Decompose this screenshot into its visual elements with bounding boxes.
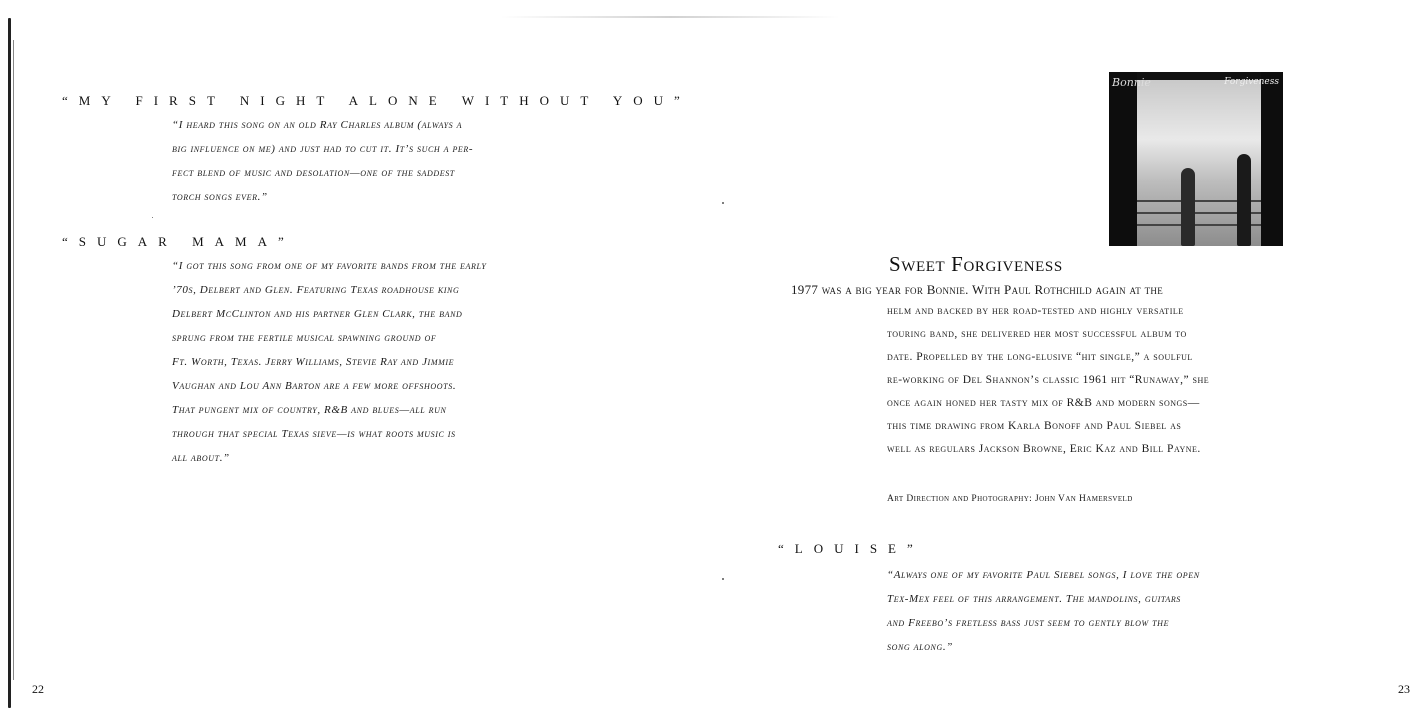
quote-line: Delbert McClinton and his partner Glen Clark, the band [172,308,463,320]
body-line: touring band, she delivered her most successful album to [887,328,1187,340]
body-line: helm and backed by her road-tested and highly versatile [887,305,1184,317]
quote-line: That pungent mix of country, R&B and blues—all run [172,404,447,416]
album-cover-label-left: Bonnie [1112,76,1151,89]
album-body-lead: 1977 was a big year for Bonnie. With Paul Rothchild again at the [791,282,1164,297]
quote-line: “Always one of my favorite Paul Siebel songs, I love the open [887,569,1200,581]
song-title-first-night: “MY FIRST NIGHT ALONE WITHOUT YOU” [62,93,691,108]
quote-line: “I heard this song on an old Ray Charles album (always a [172,119,463,131]
quote-line: all about.” [172,452,230,464]
quote-line: Vaughan and Lou Ann Barton are a few more offshoots. [172,380,457,392]
body-line: date. Propelled by the long-elusive “hit single,” a soulful [887,351,1193,363]
song-quote-sugar-mama [172,254,486,470]
body-line: once again honed her tasty mix of R&B and modern songs— [887,397,1200,409]
scan-smudge [500,16,840,18]
quote-line: Ft. Worth, Texas. Jerry Williams, Stevie Ray and Jimmie [172,356,455,368]
song-quote-louise [887,563,1200,659]
album-cover-label-right: Forgiveness [1224,77,1279,87]
song-title-louise: “LOUISE” [778,541,924,556]
quote-line: Tex-Mex feel of this arrangement. The mandolins, guitars [887,593,1181,605]
page-number-right: 23 [1398,682,1410,696]
scan-speck [722,202,724,204]
quote-line: and Freebo’s fretless bass just seem to gently blow the [887,617,1170,629]
body-line: well as regulars Jackson Browne, Eric Kaz and Bill Payne. [887,443,1201,455]
quote-line: song along.” [887,641,953,653]
album-cover-figure [1237,154,1251,246]
quote-line: fect blend of music and desolation—one of the saddest [172,167,455,179]
album-body-text [887,300,1209,461]
scan-speck [152,217,153,218]
album-credits: Art Direction and Photography: John Van Hamersveld [887,494,1133,504]
quote-line: big influence on me) and just had to cut it. It’s such a per- [172,143,474,155]
page-number-left: 22 [32,682,44,696]
album-cover-figure [1181,168,1195,246]
book-spine-shadow [13,40,14,680]
body-line: this time drawing from Karla Bonoff and Paul Siebel as [887,420,1182,432]
song-title-sugar-mama: “SUGAR MAMA” [62,234,295,249]
quote-line: through that special Texas sieve—is what roots music is [172,428,456,440]
album-title: Sweet Forgiveness [889,252,1063,276]
scan-speck [722,578,724,580]
album-cover-pillar [1261,72,1283,246]
quote-line: “I got this song from one of my favorite bands from the early [172,260,487,272]
quote-line: ’70s, Delbert and Glen. Featuring Texas roadhouse king [172,284,460,296]
quote-line: sprung from the fertile musical spawning ground of [172,332,437,344]
album-cover-pillar [1109,72,1137,246]
book-spine-edge [8,18,11,708]
album-cover-image [1109,72,1283,246]
body-line: re-working of Del Shannon’s classic 1961 hit “Runaway,” she [887,374,1210,386]
song-quote-first-night [172,113,473,209]
quote-line: torch songs ever.” [172,191,268,203]
